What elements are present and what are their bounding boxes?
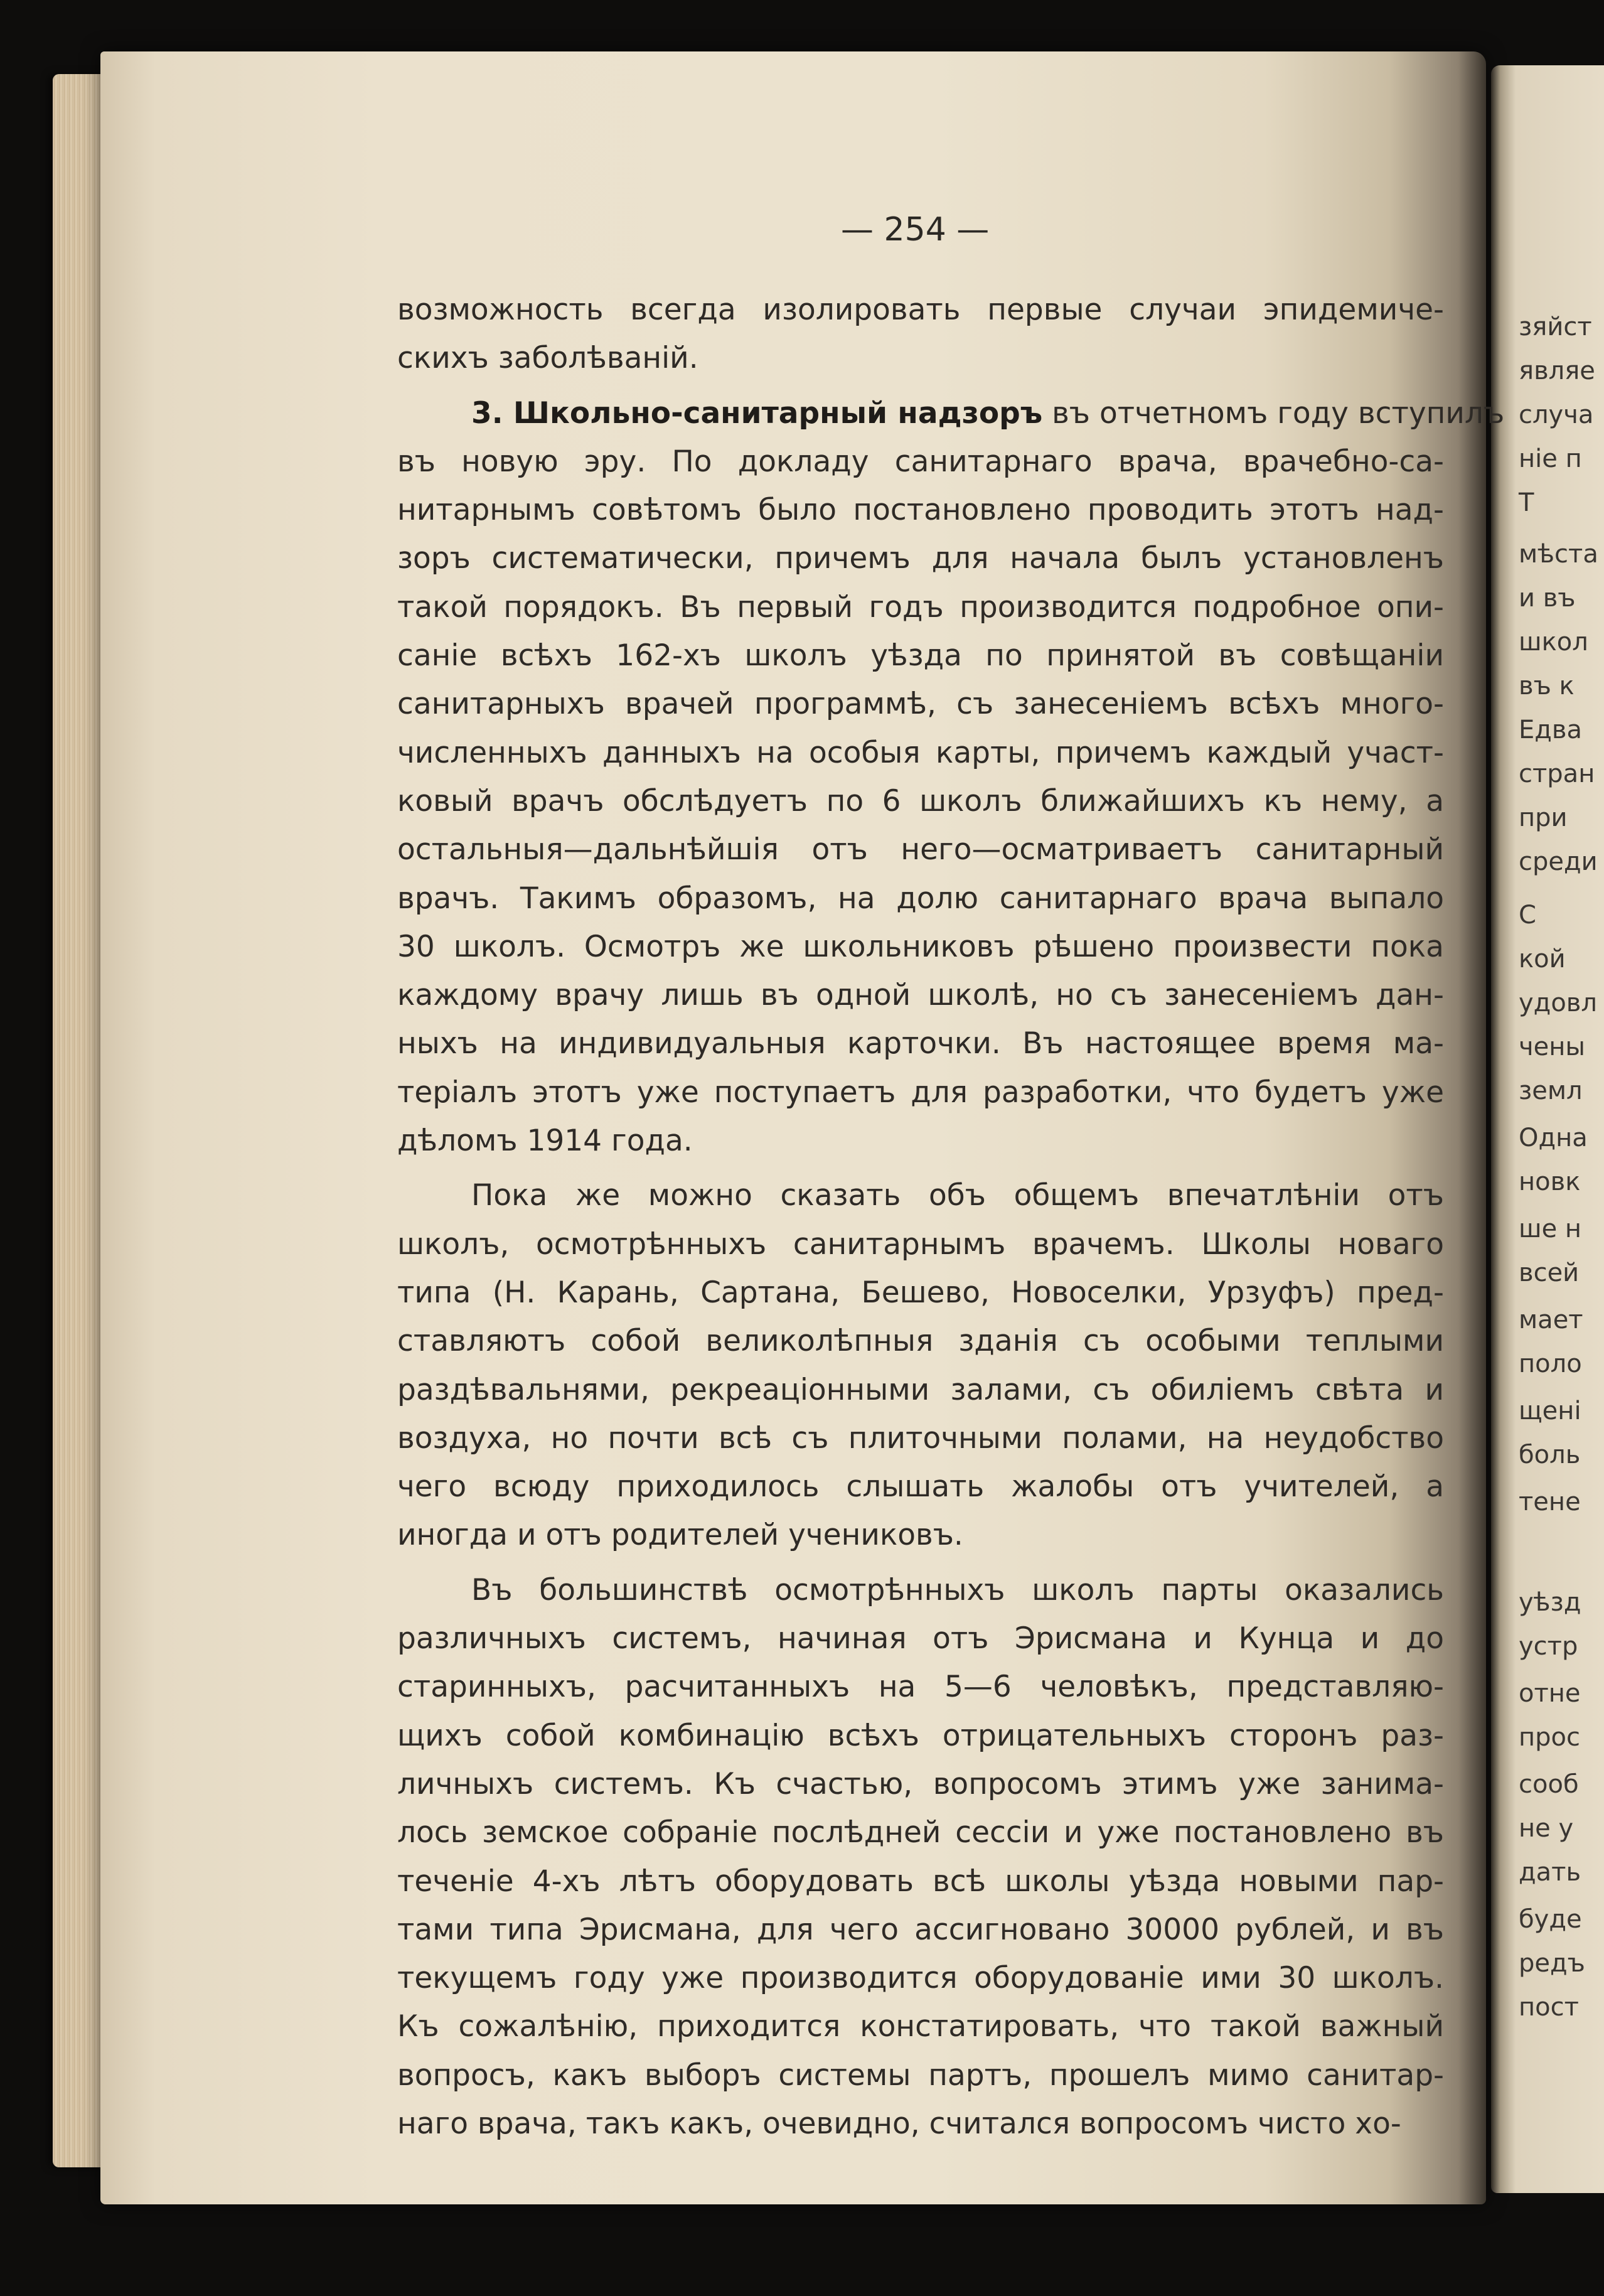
next-page-fragment: сооб xyxy=(1519,1770,1579,1799)
text-line: зоръ систематически, причемъ для начала былъ установленъ xyxy=(397,541,1444,576)
text-line: ныхъ на индивидуальныя карточки. Въ настоящее время ма- xyxy=(397,1026,1444,1061)
next-page-fragment: являе xyxy=(1519,357,1595,385)
next-page-fragment: боль xyxy=(1519,1440,1581,1469)
text-line: личныхъ системъ. Къ счастью, вопросомъ этимъ уже занима- xyxy=(397,1766,1444,1801)
text-line: теріалъ этотъ уже поступаетъ для разработки, что будетъ уже xyxy=(397,1075,1444,1110)
text-line: щихъ собой комбинацію всѣхъ отрицательныхъ сторонъ раз- xyxy=(397,1718,1444,1753)
text-line: вопросъ, какъ выборъ системы партъ, прошелъ мимо санитар- xyxy=(397,2057,1444,2093)
text-line: наго врача, такъ какъ, очевидно, считался вопросомъ чисто хо- xyxy=(397,2106,1401,2141)
next-page-fragment: С xyxy=(1519,901,1536,930)
page-number: — 254 — xyxy=(841,211,990,249)
next-page-fragment: не у xyxy=(1519,1814,1574,1843)
text-line: иногда и отъ родителей учениковъ. xyxy=(397,1518,963,1553)
next-page-fragment: отне xyxy=(1519,1679,1581,1708)
text-run: въ отчетномъ году вступилъ xyxy=(1042,395,1505,431)
next-page-fragment: мает xyxy=(1519,1306,1583,1334)
text-line: чего всюду приходилось слышать жалобы отъ учителей, а xyxy=(397,1469,1444,1505)
next-page-fragment: чены xyxy=(1519,1033,1585,1061)
text-line: такой порядокъ. Въ первый годъ производится подробное опи- xyxy=(397,589,1444,625)
next-page-fragment: и въ xyxy=(1519,584,1576,613)
next-page-fragment: при xyxy=(1519,803,1568,832)
next-page-fragment: поло xyxy=(1519,1349,1582,1378)
next-page-fragment: удовл xyxy=(1519,989,1597,1017)
body-text xyxy=(397,286,1505,2148)
next-page-fragment: ніе п xyxy=(1519,444,1582,473)
next-page-fragment: буде xyxy=(1519,1905,1582,1934)
text-line: тами типа Эрисмана, для чего ассигновано 30000 рублей, и въ xyxy=(397,1912,1444,1947)
text-line: 30 школъ. Осмотръ же школьниковъ рѣшено произвести пока xyxy=(397,929,1444,964)
text-line: саніе всѣхъ 162-хъ школъ уѣзда по принятой въ совѣщаніи xyxy=(397,638,1444,673)
next-page-fragment: среди xyxy=(1519,847,1598,876)
next-page-fragment: школ xyxy=(1519,628,1588,657)
text-line: остальныя—дальнѣйшія отъ него—осматриваетъ санитарный xyxy=(397,832,1444,867)
next-page-fragment: всей xyxy=(1519,1258,1580,1287)
next-page-fragment: ше н xyxy=(1519,1215,1582,1243)
next-page-fragment: зяйст xyxy=(1519,313,1592,341)
text-line: теченіе 4-хъ лѣтъ оборудовать всѣ школы уѣзда новыми пар- xyxy=(397,1864,1444,1899)
text-line: школъ, осмотрѣнныхъ санитарнымъ врачемъ. Школы новаго xyxy=(397,1226,1444,1262)
text-line: ставляютъ собой великолѣпныя зданія съ особыми теплыми xyxy=(397,1324,1444,1359)
text-line: старинныхъ, расчитанныхъ на 5—6 человѣкъ, представляю- xyxy=(397,1670,1444,1705)
next-page-fragment: стран xyxy=(1519,759,1595,788)
text-line: каждому врачу лишь въ одной школѣ, но съ занесеніемъ дан- xyxy=(397,978,1444,1013)
next-page-fragment: Одна xyxy=(1519,1124,1588,1152)
paragraph-gap xyxy=(397,1165,1444,1171)
text-line: раздѣвальнями, рекреаціонными залами, съ обиліемъ свѣта и xyxy=(397,1372,1444,1407)
next-page-edge xyxy=(1491,65,1604,2193)
next-page-fragment: Т xyxy=(1519,488,1534,517)
text-line: Въ большинствѣ осмотрѣнныхъ школъ парты оказались xyxy=(471,1572,1444,1607)
text-line: Къ сожалѣнію, приходится констатировать, что такой важный xyxy=(397,2009,1444,2044)
next-page-fragment: устр xyxy=(1519,1632,1578,1661)
next-page-fragment: уѣзд xyxy=(1519,1588,1581,1617)
next-page-fragment: щені xyxy=(1519,1397,1581,1425)
text-line xyxy=(397,389,1505,437)
text-line: дѣломъ 1914 года. xyxy=(397,1124,693,1159)
text-line: типа (Н. Карань, Сартана, Бешево, Новоселки, Урзуфъ) пред- xyxy=(397,1275,1444,1310)
next-page-fragment: прос xyxy=(1519,1723,1581,1752)
text-line: врачъ. Такимъ образомъ, на долю санитарнаго врача выпало xyxy=(397,881,1444,916)
text-line: санитарныхъ врачей программѣ, съ занесеніемъ всѣхъ много- xyxy=(397,687,1444,722)
next-page-fragment: мѣста xyxy=(1519,540,1598,569)
paragraph-gap xyxy=(397,383,1444,389)
next-page-fragment: новк xyxy=(1519,1167,1581,1196)
text-line: текущемъ году уже производится оборудованіе ими 30 школъ. xyxy=(397,1961,1444,1996)
text-line: скихъ заболѣваній. xyxy=(397,341,698,376)
next-page-fragment: тене xyxy=(1519,1488,1581,1516)
text-line: Пока же можно сказать объ общемъ впечатлѣніи отъ xyxy=(471,1178,1444,1213)
text-line: возможность всегда изолировать первые случаи эпидемиче- xyxy=(397,292,1444,327)
text-line: различныхъ системъ, начиная отъ Эрисмана и Кунца и до xyxy=(397,1621,1444,1656)
next-page-fragment: дать xyxy=(1519,1858,1581,1887)
next-page-fragment: случа xyxy=(1519,400,1594,429)
text-line: въ новую эру. По докладу санитарнаго врача, врачебно-са- xyxy=(397,444,1444,479)
next-page-fragment: редъ xyxy=(1519,1949,1585,1978)
next-page-fragment: въ к xyxy=(1519,672,1575,700)
paragraph-gap xyxy=(397,1560,1444,1566)
text-line: воздуха, но почти всѣ съ плиточными полами, на неудобство xyxy=(397,1420,1444,1456)
text-line: нитарнымъ совѣтомъ было постановлено проводить этотъ над- xyxy=(397,493,1444,528)
next-page-fragment: земл xyxy=(1519,1076,1583,1105)
section-heading: 3. Школьно-санитарный надзоръ xyxy=(471,395,1043,431)
next-page-fragment: пост xyxy=(1519,1993,1579,2022)
next-page-fragment: Едва xyxy=(1519,716,1583,744)
text-line: лось земское собраніе послѣдней сессіи и уже постановлено въ xyxy=(397,1815,1444,1850)
text-line: численныхъ данныхъ на особыя карты, причемъ каждый участ- xyxy=(397,735,1444,770)
text-line: ковый врачъ обслѣдуетъ по 6 школъ ближайшихъ къ нему, а xyxy=(397,783,1444,818)
next-page-fragment: кой xyxy=(1519,945,1566,974)
